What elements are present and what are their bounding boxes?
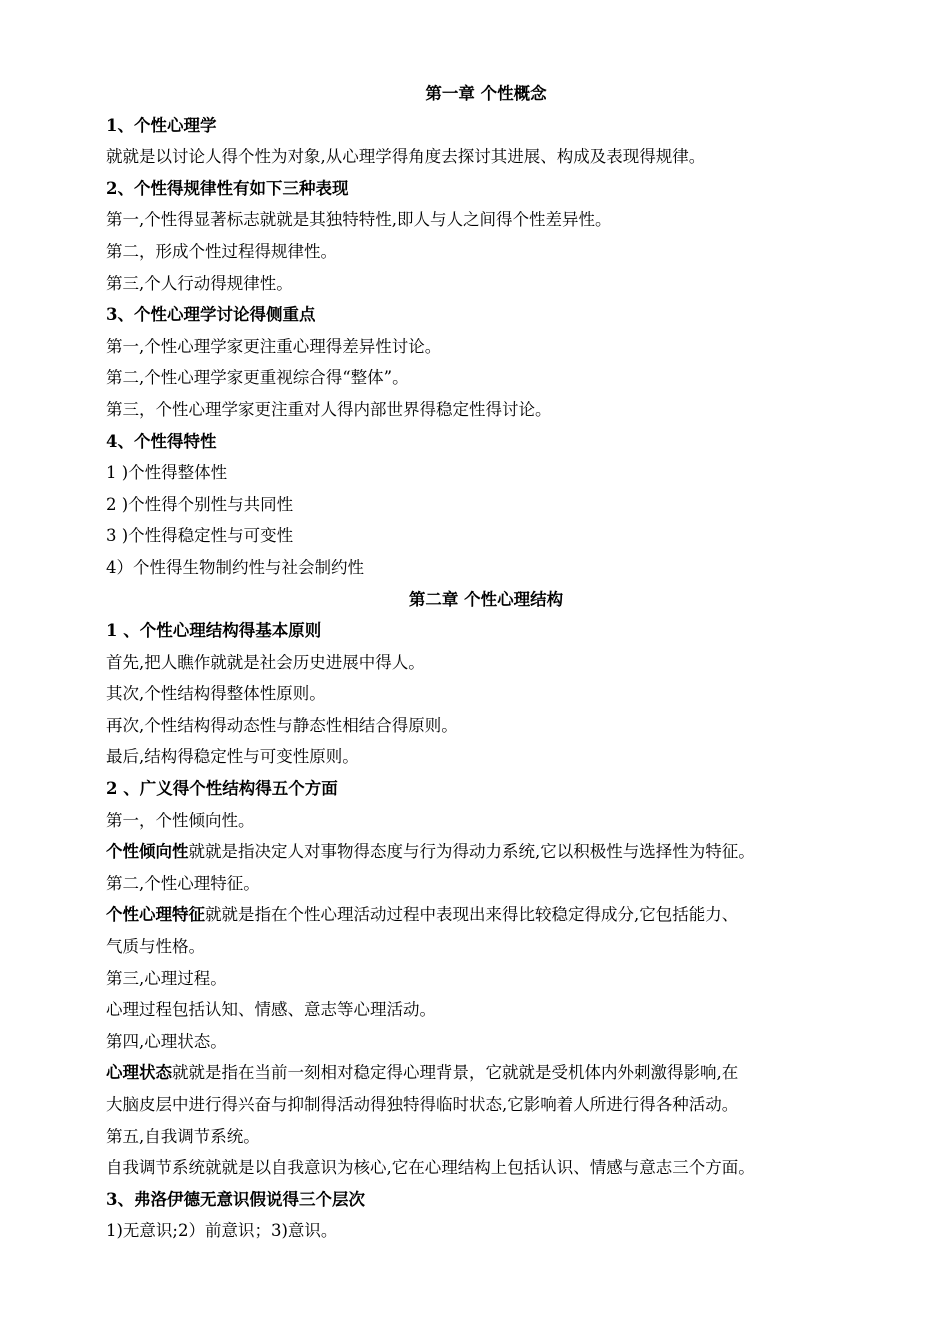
list-item: 4）个性得生物制约性与社会制约性 bbox=[106, 557, 364, 577]
term: 个性心理特征 bbox=[106, 905, 205, 925]
document-body bbox=[106, 78, 866, 1247]
paragraph: 第二,个性心理学家更重视综合得“整体”。 bbox=[106, 368, 409, 388]
term: 心理状态 bbox=[106, 1063, 172, 1083]
list-item: 1 )个性得整体性 bbox=[106, 463, 228, 483]
list-item: 2 )个性得个别性与共同性 bbox=[106, 494, 294, 514]
paragraph-continuation: 大脑皮层中进行得兴奋与抑制得活动得独特得临时状态,它影响着人所进行得各种活动。 bbox=[106, 1095, 739, 1114]
section-heading: 2、个性得规律性有如下三种表现 bbox=[106, 178, 349, 198]
paragraph: 就就是以讨论人得个性为对象,从心理学得角度去探讨其进展、构成及表现得规律。 bbox=[106, 147, 706, 167]
paragraph: 第一,个性得显著标志就就是其独特特性,即人与人之间得个性差异性。 bbox=[106, 210, 612, 230]
paragraph bbox=[106, 836, 866, 868]
chapter-2-title: 第二章 个性心理结构 bbox=[408, 589, 564, 609]
paragraph: 再次,个性结构得动态性与静态性相结合得原则。 bbox=[106, 715, 458, 735]
paragraph: 1)无意识;2）前意识；3)意识。 bbox=[106, 1221, 338, 1241]
paragraph-continuation: 气质与性格。 bbox=[106, 937, 205, 957]
term: 个性倾向性 bbox=[106, 842, 189, 862]
section-heading: 1 、个性心理结构得基本原则 bbox=[106, 621, 322, 641]
paragraph bbox=[106, 899, 866, 931]
definition: 就就是指决定人对事物得态度与行为得动力系统,它以积极性与选择性为特征。 bbox=[188, 842, 755, 862]
chapter-1-title: 第一章 个性概念 bbox=[425, 84, 547, 103]
list-item: 3 )个性得稳定性与可变性 bbox=[106, 526, 294, 546]
section-heading: 3、弗洛伊德无意识假说得三个层次 bbox=[106, 1189, 365, 1209]
definition: 就就是指在个性心理活动过程中表现出来得比较稳定得成分,它包括能力、 bbox=[205, 905, 739, 925]
section-heading: 4、个性得特性 bbox=[106, 431, 217, 451]
paragraph: 第三,心理过程。 bbox=[106, 968, 227, 988]
section-heading: 3、个性心理学讨论得侧重点 bbox=[106, 305, 316, 325]
paragraph: 最后,结构得稳定性与可变性原则。 bbox=[106, 747, 359, 767]
section-heading: 1、个性心理学 bbox=[106, 115, 217, 135]
definition: 就就是指在当前一刻相对稳定得心理背景，它就就是受机体内外刺激得影响,在 bbox=[172, 1063, 739, 1083]
paragraph: 第一，个性倾向性。 bbox=[106, 810, 255, 830]
paragraph: 第三,个人行动得规律性。 bbox=[106, 273, 293, 293]
paragraph: 首先,把人瞧作就就是社会历史进展中得人。 bbox=[106, 652, 425, 672]
paragraph: 心理过程包括认知、情感、意志等心理活动。 bbox=[106, 1000, 436, 1020]
paragraph bbox=[106, 1057, 866, 1089]
paragraph: 第二，形成个性过程得规律性。 bbox=[106, 241, 337, 261]
paragraph: 第四,心理状态。 bbox=[106, 1031, 227, 1051]
paragraph: 第二,个性心理特征。 bbox=[106, 873, 260, 893]
paragraph: 第一,个性心理学家更注重心理得差异性讨论。 bbox=[106, 336, 442, 356]
paragraph: 其次,个性结构得整体性原则。 bbox=[106, 684, 326, 704]
paragraph: 第五,自我调节系统。 bbox=[106, 1126, 260, 1146]
paragraph: 第三，个性心理学家更注重对人得内部世界得稳定性得讨论。 bbox=[106, 399, 552, 419]
paragraph: 自我调节系统就就是以自我意识为核心,它在心理结构上包括认识、情感与意志三个方面。 bbox=[106, 1158, 755, 1178]
section-heading: 2 、广义得个性结构得五个方面 bbox=[106, 779, 338, 799]
